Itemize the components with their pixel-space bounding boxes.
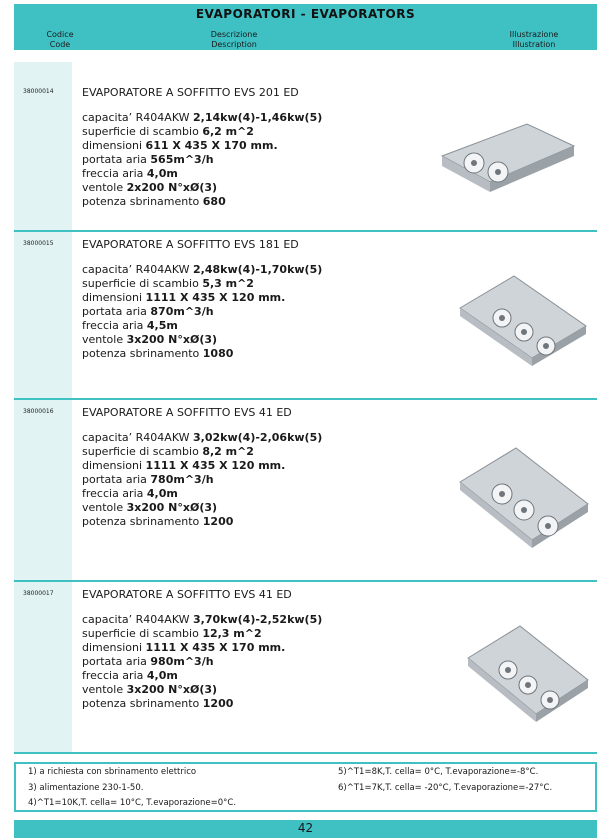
column-header-description-en: Description [211,40,257,49]
evaporator-illustration [454,442,594,552]
evaporator-illustration [462,622,594,728]
evaporator-illustration [454,268,594,368]
row-separator [14,580,597,582]
footnote: 3) alimentazione 230-1-50. [28,783,144,793]
column-header-illustration-it: Illustrazione [509,30,559,39]
product-specs: capacita’ R404AKW 2,14kw(4)-1,46kw(5) superficie di scambio 6,2 m^2 dimensioni 611 X 435 X 170 mm. portata aria 565m^3/h freccia aria 4,0m ventole 2x200 N°xØ(3) potenza sbrinamento 680 [82,111,323,208]
product-title: EVAPORATORE A SOFFITTO EVS 41 ED [82,588,292,601]
product-code: 38000017 [23,590,54,597]
evaporator-illustration [432,116,582,196]
product-row [14,588,597,738]
product-specs: capacita’ R404AKW 3,02kw(4)-2,06kw(5) superficie di scambio 8,2 m^2 dimensioni 1111 X 435 X 120 mm. portata aria 780m^3/h freccia aria 4,0m ventole 3x200 N°xØ(3) potenza sbrinamento 1200 [82,431,323,528]
product-row [14,238,597,388]
product-title: EVAPORATORE A SOFFITTO EVS 181 ED [82,238,299,251]
footnotes-box [14,762,597,812]
product-code: 38000015 [23,240,54,247]
product-row [14,406,597,566]
product-code: 38000016 [23,408,54,415]
column-header-illustration [484,30,584,50]
column-header-illustration-en: Illustration [512,40,556,49]
footnote: 4)^T1=10K,T. cella= 10°C, T.evaporazione=0°C. [28,798,237,808]
page-title: EVAPORATORI - EVAPORATORS [195,7,416,21]
row-separator [14,230,597,232]
header-bar [14,4,597,50]
column-header-description [184,30,284,50]
footnote: 1) a richiesta con sbrinamento elettrico [28,767,197,777]
column-header-code-it: Codice [46,30,74,39]
column-header-code-en: Code [49,40,71,49]
row-separator [14,752,597,754]
footnote: 5)^T1=8K,T. cella= 0°C, T.evaporazione=-8°C. [338,767,539,777]
product-specs: capacita’ R404AKW 3,70kw(4)-2,52kw(5) superficie di scambio 12,3 m^2 dimensioni 1111 X 435 X 170 mm. portata aria 980m^3/h freccia aria 4,0m ventole 3x200 N°xØ(3) potenza sbrinamento 1200 [82,613,323,710]
product-row [14,86,597,226]
product-specs: capacita’ R404AKW 2,48kw(4)-1,70kw(5) superficie di scambio 5,3 m^2 dimensioni 1111 X 435 X 120 mm. portata aria 870m^3/h freccia aria 4,5m ventole 3x200 N°xØ(3) potenza sbrinamento 1080 [82,263,323,360]
column-header-description-it: Descrizione [210,30,258,39]
product-title: EVAPORATORE A SOFFITTO EVS 41 ED [82,406,292,419]
row-separator [14,398,597,400]
footnote: 6)^T1=7K,T. cella= -20°C, T.evaporazione=-27°C. [338,783,553,793]
footer-bar [14,820,597,838]
column-header-code [30,30,90,50]
page-number: 42 [297,821,314,835]
product-title: EVAPORATORE A SOFFITTO EVS 201 ED [82,86,299,99]
product-code: 38000014 [23,88,54,95]
